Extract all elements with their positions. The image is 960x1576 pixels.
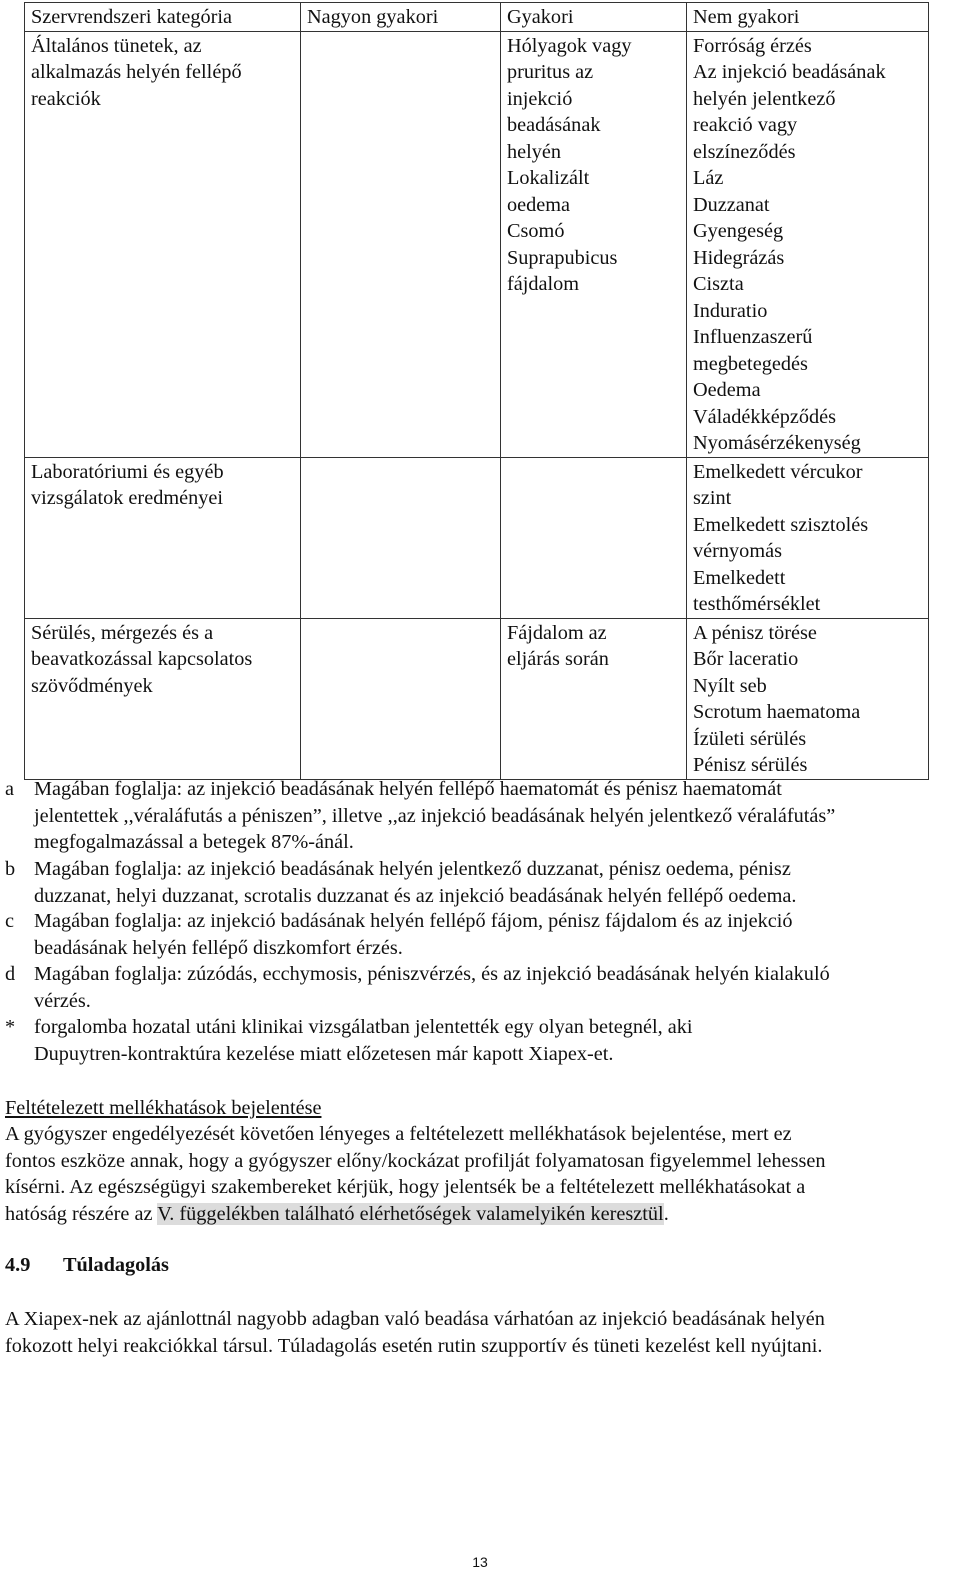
cell-common [501, 31, 687, 457]
header-organ-system: Szervrendszeri kategória [25, 3, 301, 32]
appendix-v-link[interactable]: V. függelékben található elérhetőségek valamelyikén keresztül [157, 1202, 664, 1225]
footnote-mark: a [5, 778, 15, 800]
reporting-line-4 [5, 1201, 955, 1228]
cell-line: Bőr laceratio [693, 648, 799, 670]
cell-line: Pénisz sérülés [693, 754, 808, 776]
footnote-mark: c [5, 910, 15, 932]
cell-line: vizsgálatok eredményei [31, 487, 224, 509]
footnote-line: beadásának helyén fellépő diszkomfort érzés. [34, 936, 403, 959]
header-common: Gyakori [501, 3, 687, 32]
cell-category [25, 618, 301, 779]
adverse-reactions-table [24, 2, 929, 780]
cell-line: testhőmérséklet [693, 593, 821, 615]
footnote-mark: b [5, 858, 16, 880]
footnote-text [34, 856, 796, 909]
cell-line: Láz [693, 167, 724, 189]
cell-line: Emelkedett [693, 566, 786, 589]
cell-line: Hidegrázás [693, 246, 785, 269]
cell-line: A pénisz törése [693, 621, 817, 644]
cell-line: eljárás során [507, 648, 609, 670]
cell-line: Emelkedett vércukor [693, 460, 863, 483]
cell-category [25, 457, 301, 618]
footnote-text [34, 776, 835, 856]
cell-line: Scrotum haematoma [693, 701, 861, 723]
reporting-line-4-end: . [663, 1202, 669, 1225]
reporting-line-2: fontos eszköze annak, hogy a gyógyszer előny/kockázat profilját folyamatosan figyelemmel lehessen [5, 1149, 826, 1172]
footnote-line: Dupuytren-kontraktúra kezelése miatt előzetesen már kapott Xiapex-et. [34, 1042, 614, 1065]
cell-line: Sérülés, mérgezés és a [31, 621, 214, 644]
cell-line: vérnyomás [693, 540, 782, 562]
cell-line: injekció [507, 87, 573, 110]
footnote-line: megfogalmazással a betegek 87%-ánál. [34, 831, 354, 853]
header-uncommon: Nem gyakori [687, 3, 929, 32]
reporting-line-4-text: hatóság részére az [5, 1202, 158, 1225]
reporting-line-1: A gyógyszer engedélyezését követően lényeges a feltételezett mellékhatások bejelentése, mert ez [5, 1123, 792, 1145]
cell-category [25, 31, 301, 457]
cell-line: Laboratóriumi és egyéb [31, 460, 224, 483]
cell-line: beadásának [507, 114, 601, 136]
cell-common [501, 618, 687, 779]
cell-line: pruritus az [507, 61, 594, 83]
cell-line: helyén jelentkező [693, 87, 836, 110]
footnote-text [34, 961, 830, 1014]
overdose-line-2: fokozott helyi reakciókkal társul. Túladagolás esetén rutin szupportív és tüneti kezelést kell nyújtani. [5, 1334, 823, 1357]
cell-line: Általános tünetek, az [31, 34, 202, 57]
cell-line: oedema [507, 193, 571, 216]
cell-line: Ízületi sérülés [693, 727, 807, 750]
cell-uncommon [687, 457, 929, 618]
cell-line: Lokalizált [507, 167, 590, 189]
cell-line: Hólyagok vagy [507, 34, 632, 57]
reporting-line-3: kísérni. Az egészségügyi szakembereket kérjük, hogy jelentsék be a feltételezett mellékhatásokat a [5, 1176, 806, 1198]
cell-line: Oedema [693, 379, 761, 401]
footnote-line: jelentettek ,,véraláfutás a péniszen”, illetve ,,az injekció beadásának helyén jelentkező véraláfutás” [34, 804, 836, 827]
footnote-line: forgalomba hozatal utáni klinikai vizsgálatban jelentették egy olyan betegnél, aki [34, 1016, 693, 1038]
footnote-line: Magában foglalja: az injekció beadásának helyén fellépő haematomát és pénisz haematomát [34, 778, 782, 800]
cell-line: Influenzaszerű [693, 326, 813, 348]
section-heading-overdose [5, 1252, 169, 1279]
cell-line: Gyengeség [693, 220, 784, 242]
cell-line: Váladékképződés [693, 405, 837, 428]
cell-line: Nyílt seb [693, 674, 767, 697]
footnote-line: Magában foglalja: zúzódás, ecchymosis, péniszvérzés, és az injekció beadásának helyén kialakuló [34, 963, 830, 985]
page-number: 13 [472, 1554, 488, 1570]
cell-line: Induratio [693, 299, 768, 322]
table-row [25, 457, 929, 618]
cell-very-common [301, 457, 501, 618]
cell-line: Forróság érzés [693, 34, 812, 57]
cell-line: Fájdalom az [507, 621, 607, 644]
cell-line: beavatkozással kapcsolatos [31, 648, 253, 670]
cell-line: elszíneződés [693, 140, 796, 163]
footnote-text [34, 908, 793, 961]
header-very-common: Nagyon gyakori [301, 3, 501, 32]
footnote-line: duzzanat, helyi duzzanat, scrotalis duzzanat és az injekció beadásának helyén fellépő oedema. [34, 884, 797, 907]
reporting-title: Feltételezett mellékhatások bejelentése [5, 1097, 322, 1119]
section-title: Túladagolás [63, 1254, 169, 1276]
cell-line: fájdalom [507, 273, 580, 295]
footnote-line: vérzés. [34, 989, 91, 1012]
footnote-text [34, 1014, 693, 1067]
cell-line: szövődmények [31, 674, 153, 697]
table-row [25, 31, 929, 457]
cell-line: Suprapubicus [507, 246, 618, 269]
overdose-line-1: A Xiapex-nek az ajánlottnál nagyobb adagban való beadása várhatóan az injekció beadásának helyén [5, 1308, 825, 1330]
cell-uncommon [687, 618, 929, 779]
cell-line: helyén [507, 140, 562, 163]
cell-line: szint [693, 487, 732, 509]
cell-very-common [301, 31, 501, 457]
section-number: 4.9 [5, 1254, 31, 1276]
cell-common [501, 457, 687, 618]
cell-line: megbetegedés [693, 352, 808, 375]
cell-very-common [301, 618, 501, 779]
table-header-row [25, 3, 929, 32]
footnote-line: Magában foglalja: az injekció badásának helyén fellépő fájom, pénisz fájdalom és az injekció [34, 910, 793, 932]
cell-line: Az injekció beadásának [693, 61, 886, 83]
table-row [25, 618, 929, 779]
cell-line: Emelkedett szisztolés [693, 513, 869, 536]
cell-line: reakció vagy [693, 114, 798, 136]
cell-line: Nyomásérzékenység [693, 432, 861, 454]
cell-line: Duzzanat [693, 193, 770, 216]
footnote-mark: d [5, 963, 16, 985]
cell-line: Csomó [507, 220, 565, 242]
footnote-mark: * [5, 1016, 16, 1038]
cell-line: reakciók [31, 87, 101, 110]
cell-line: alkalmazás helyén fellépő [31, 61, 242, 83]
cell-line: Ciszta [693, 273, 744, 295]
cell-uncommon [687, 31, 929, 457]
footnote-line: Magában foglalja: az injekció beadásának helyén jelentkező duzzanat, pénisz oedema, pénisz [34, 858, 791, 880]
